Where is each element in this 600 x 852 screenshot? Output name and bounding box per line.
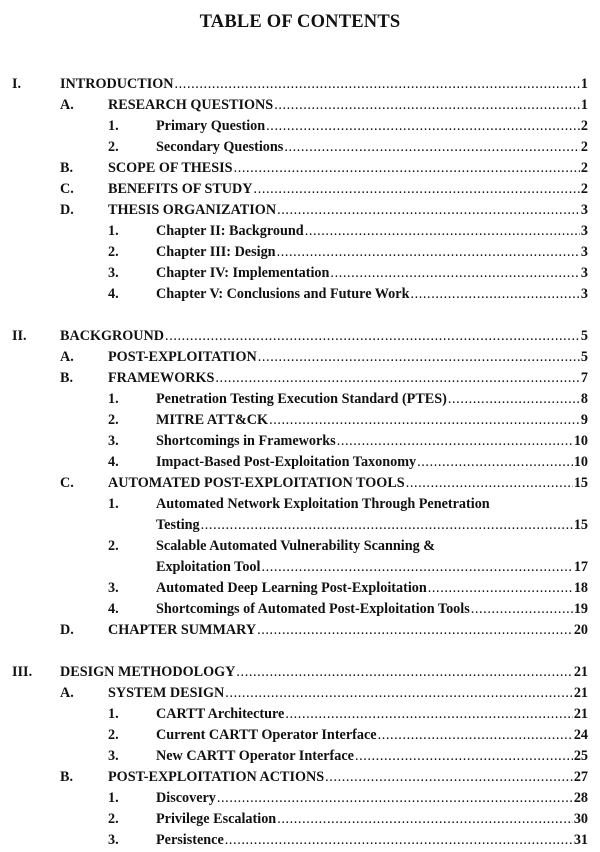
section-title: RESEARCH QUESTIONS (108, 97, 274, 113)
dot-leader (269, 410, 580, 431)
chapter-number: II. (12, 328, 27, 344)
section-number: B. (60, 370, 74, 386)
toc-section[interactable] (0, 347, 600, 368)
page-number: 21 (573, 664, 588, 680)
toc-subsection-wrapped[interactable] (0, 494, 600, 515)
toc-section[interactable] (0, 767, 600, 788)
section-title: SCOPE OF THESIS (108, 160, 233, 176)
subsection-title: Secondary Questions (156, 139, 284, 155)
page-number: 15 (573, 475, 588, 491)
subsection-title: Chapter III: Design (156, 244, 276, 260)
subsection-number: 3. (108, 832, 119, 848)
dot-leader (215, 368, 580, 389)
section-number: C. (60, 475, 74, 491)
toc-section[interactable] (0, 200, 600, 221)
section-number: C. (60, 181, 74, 197)
toc-subsection[interactable] (0, 389, 600, 410)
subsection-title: MITRE ATT&CK (156, 412, 269, 428)
page-number: 31 (573, 832, 588, 848)
chapter-number: III. (12, 664, 33, 680)
page-number: 2 (580, 139, 588, 155)
section-title: POST-EXPLOITATION (108, 349, 257, 365)
dot-leader (277, 200, 580, 221)
toc-section[interactable] (0, 620, 600, 641)
section-title: CHAPTER SUMMARY (108, 622, 257, 638)
subsection-number: 2. (108, 244, 119, 260)
subsection-title: Chapter V: Conclusions and Future Work (156, 286, 410, 302)
subsection-title: Shortcomings in Frameworks (156, 433, 336, 449)
page-number: 30 (573, 811, 588, 827)
toc-subsection[interactable] (0, 410, 600, 431)
subsection-number: 2. (108, 412, 119, 428)
page-number: 17 (573, 559, 588, 575)
subsection-title: Persistence (156, 832, 224, 848)
toc-subsection-continuation[interactable] (0, 557, 600, 578)
toc-subsection[interactable] (0, 788, 600, 809)
dot-leader (261, 557, 572, 578)
section-number: A. (60, 97, 74, 113)
page-number: 3 (580, 223, 588, 239)
page-number: 10 (573, 454, 588, 470)
dot-leader (277, 242, 580, 263)
chapter-title: BACKGROUND (60, 328, 165, 344)
page-number: 27 (573, 769, 588, 785)
subsection-number: 1. (108, 706, 119, 722)
toc-subsection[interactable] (0, 725, 600, 746)
subsection-title: Privilege Escalation (156, 811, 277, 827)
dot-leader (305, 221, 580, 242)
subsection-number: 1. (108, 391, 119, 407)
dot-leader (330, 263, 579, 284)
toc-section[interactable] (0, 473, 600, 494)
dot-leader (410, 284, 579, 305)
subsection-title: Impact-Based Post-Exploitation Taxonomy (156, 454, 417, 470)
page-number: 3 (580, 286, 588, 302)
page-number: 15 (573, 517, 588, 533)
subsection-number: 3. (108, 580, 119, 596)
subsection-title: Chapter II: Background (156, 223, 304, 239)
section-title: POST-EXPLOITATION ACTIONS (108, 769, 325, 785)
subsection-number: 4. (108, 601, 119, 617)
subsection-title: Discovery (156, 790, 216, 806)
chapter-title: INTRODUCTION (60, 76, 174, 92)
toc-section[interactable] (0, 158, 600, 179)
subsection-title-line1: Automated Network Exploitation Through Penetration (156, 496, 490, 512)
dot-leader (258, 347, 580, 368)
toc-subsection[interactable] (0, 578, 600, 599)
subsection-title: Penetration Testing Execution Standard (PTES) (156, 391, 447, 407)
toc-subsection[interactable] (0, 452, 600, 473)
subsection-title-line2: Testing (156, 517, 200, 533)
page-number: 2 (580, 181, 588, 197)
toc-section[interactable] (0, 179, 600, 200)
dot-leader (201, 515, 573, 536)
toc-section[interactable] (0, 368, 600, 389)
subsection-title: Primary Question (156, 118, 266, 134)
section-title: FRAMEWORKS (108, 370, 215, 386)
subsection-number: 4. (108, 454, 119, 470)
section-number: D. (60, 622, 74, 638)
page-number: 19 (573, 601, 588, 617)
toc-chapter-3[interactable] (0, 662, 600, 683)
dot-leader (285, 704, 572, 725)
subsection-title: Automated Deep Learning Post-Exploitation (156, 580, 427, 596)
toc-section[interactable] (0, 683, 600, 704)
subsection-number: 2. (108, 139, 119, 155)
dot-leader (274, 95, 580, 116)
page-number: 3 (580, 265, 588, 281)
page-title: TABLE OF CONTENTS (199, 12, 401, 32)
subsection-title: Current CARTT Operator Interface (156, 727, 377, 743)
toc-subsection-continuation[interactable] (0, 515, 600, 536)
chapter-title: DESIGN METHODOLOGY (60, 664, 236, 680)
dot-leader (225, 830, 573, 851)
toc-subsection[interactable] (0, 263, 600, 284)
dot-leader (257, 620, 573, 641)
toc-subsection[interactable] (0, 809, 600, 830)
section-number: B. (60, 160, 74, 176)
page-number: 24 (573, 727, 588, 743)
section-title: THESIS ORGANIZATION (108, 202, 277, 218)
toc-subsection[interactable] (0, 284, 600, 305)
page-number: 1 (580, 76, 588, 92)
page-number: 21 (573, 706, 588, 722)
subsection-number: 1. (108, 790, 119, 806)
dot-leader (471, 599, 573, 620)
subsection-number: 4. (108, 286, 119, 302)
page-number: 21 (573, 685, 588, 701)
subsection-number: 3. (108, 748, 119, 764)
chapter-spacer (0, 305, 600, 326)
page-number: 7 (580, 370, 588, 386)
toc-chapter-2[interactable] (0, 326, 600, 347)
section-number: A. (60, 349, 74, 365)
page-number: 28 (573, 790, 588, 806)
subsection-number: 3. (108, 265, 119, 281)
toc-subsection[interactable] (0, 599, 600, 620)
toc-subsection[interactable] (0, 704, 600, 725)
dot-leader (378, 725, 573, 746)
toc-subsection[interactable] (0, 746, 600, 767)
dot-leader (277, 809, 573, 830)
dot-leader (337, 431, 573, 452)
dot-leader (325, 767, 573, 788)
dot-leader (217, 788, 573, 809)
toc-subsection[interactable] (0, 830, 600, 851)
section-number: A. (60, 685, 74, 701)
dot-leader (234, 158, 580, 179)
dot-leader (175, 74, 580, 95)
section-title: BENEFITS OF STUDY (108, 181, 253, 197)
dot-leader (165, 326, 580, 347)
subsection-title: CARTT Architecture (156, 706, 285, 722)
dot-leader (236, 662, 572, 683)
section-number: B. (60, 769, 74, 785)
page-number: 20 (573, 622, 588, 638)
subsection-title-line1: Scalable Automated Vulnerability Scanning & (156, 538, 436, 554)
page-number: 10 (573, 433, 588, 449)
toc-subsection[interactable] (0, 116, 600, 137)
subsection-number: 3. (108, 433, 119, 449)
dot-leader (417, 452, 573, 473)
page-number: 1 (580, 97, 588, 113)
dot-leader (254, 179, 580, 200)
subsection-title: New CARTT Operator Interface (156, 748, 354, 764)
page-number: 18 (573, 580, 588, 596)
page-number: 2 (580, 118, 588, 134)
toc-subsection[interactable] (0, 137, 600, 158)
dot-leader (284, 137, 580, 158)
page-number: 2 (580, 160, 588, 176)
dot-leader (225, 683, 573, 704)
toc-section[interactable] (0, 95, 600, 116)
chapter-number: I. (12, 76, 22, 92)
section-title: AUTOMATED POST-EXPLOITATION TOOLS (108, 475, 405, 491)
page-number: 5 (580, 349, 588, 365)
page-number: 25 (573, 748, 588, 764)
subsection-number: 2. (108, 727, 119, 743)
section-title: SYSTEM DESIGN (108, 685, 225, 701)
page-number: 3 (580, 202, 588, 218)
subsection-number: 1. (108, 223, 119, 239)
page-number: 8 (580, 391, 588, 407)
toc-chapter-1[interactable] (0, 74, 600, 95)
page-number: 3 (580, 244, 588, 260)
toc-subsection[interactable] (0, 221, 600, 242)
toc-subsection[interactable] (0, 242, 600, 263)
dot-leader (428, 578, 573, 599)
subsection-title-line2: Exploitation Tool (156, 559, 261, 575)
dot-leader (266, 116, 580, 137)
toc-subsection[interactable] (0, 431, 600, 452)
subsection-number: 2. (108, 811, 119, 827)
dot-leader (355, 746, 573, 767)
dot-leader (406, 473, 573, 494)
chapter-spacer (0, 641, 600, 662)
subsection-number: 2. (108, 538, 119, 554)
section-number: D. (60, 202, 74, 218)
page-number: 9 (580, 412, 588, 428)
dot-leader (448, 389, 580, 410)
toc-subsection-wrapped[interactable] (0, 536, 600, 557)
table-of-contents (0, 74, 600, 851)
subsection-title: Chapter IV: Implementation (156, 265, 330, 281)
subsection-title: Shortcomings of Automated Post-Exploitation Tools (156, 601, 470, 617)
subsection-number: 1. (108, 496, 119, 512)
subsection-number: 1. (108, 118, 119, 134)
page-number: 5 (580, 328, 588, 344)
